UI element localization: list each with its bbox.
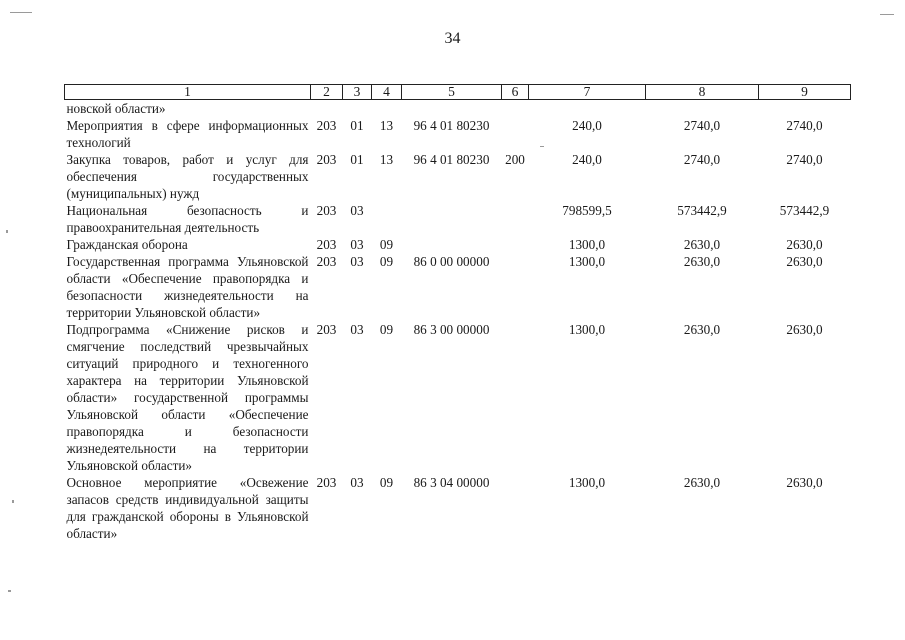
table-row <box>65 100 851 118</box>
cell-amount-col8: 573442,9 <box>677 203 727 218</box>
cell-amount-col9 <box>759 100 851 118</box>
cell-amount-col7: 798599,5 <box>562 203 612 218</box>
cell-subsection: 09 <box>379 475 394 490</box>
cell-expense-type <box>502 100 529 118</box>
cell-section: 01 <box>350 118 364 133</box>
cell-section: 03 <box>350 254 364 269</box>
cell-expense-type <box>502 202 529 236</box>
cell-ministry-code: 203 <box>316 322 337 337</box>
scan-speck <box>540 146 544 147</box>
cell-subsection: 13 <box>379 152 394 167</box>
cell-amount-col9: 2630,0 <box>786 475 823 490</box>
cell-subsection: 13 <box>379 118 394 133</box>
table-row <box>65 321 851 474</box>
cell-amount-col7: 1300,0 <box>568 322 606 337</box>
cell-amount-col9: 2630,0 <box>786 254 823 269</box>
cell-amount-col7 <box>529 100 646 118</box>
cell-section: 03 <box>350 203 364 218</box>
cell-amount-col8: 2630,0 <box>683 237 721 252</box>
page-number: 34 <box>444 30 461 47</box>
scan-speck <box>880 14 894 15</box>
cell-amount-col8: 2630,0 <box>683 254 721 269</box>
table-row <box>65 253 851 321</box>
column-header-6: 6 <box>502 85 529 100</box>
table-row <box>65 474 851 542</box>
table-row <box>65 117 851 151</box>
cell-target-article: 96 4 01 80230 <box>413 118 490 133</box>
cell-target-article: 96 4 01 80230 <box>413 152 490 167</box>
cell-amount-col7: 240,0 <box>572 152 602 167</box>
cell-amount-col8 <box>646 100 759 118</box>
cell-expense-type <box>502 474 529 542</box>
table-row <box>65 236 851 253</box>
table-row <box>65 151 851 202</box>
cell-subsection: 09 <box>379 322 394 337</box>
cell-amount-col9: 2630,0 <box>786 322 823 337</box>
row-name: новской области» <box>66 101 166 116</box>
column-header-5: 5 <box>402 85 502 100</box>
cell-expense-type <box>502 253 529 321</box>
row-name: Закупка товаров, работ и услуг для обеспечения государственных (муниципальных) нужд <box>66 152 309 201</box>
row-name: Государственная программа Ульяновской области «Обеспечение правопорядка и безопасности жизнедеятельности на территории Ульяновской области» <box>66 254 309 320</box>
column-header-8: 8 <box>646 85 759 100</box>
row-name: Национальная безопасность и правоохранительная деятельность <box>66 203 309 235</box>
cell-ministry-code <box>311 100 343 118</box>
cell-target-article: 86 0 00 00000 <box>413 254 490 269</box>
cell-amount-col8: 2740,0 <box>683 152 721 167</box>
cell-amount-col7: 1300,0 <box>568 475 606 490</box>
table-row <box>65 202 851 236</box>
budget-table <box>64 84 851 542</box>
cell-section: 03 <box>350 475 364 490</box>
column-header-7: 7 <box>529 85 646 100</box>
cell-section <box>343 100 372 118</box>
cell-amount-col9: 2740,0 <box>786 118 823 133</box>
cell-amount-col7: 240,0 <box>572 118 602 133</box>
cell-expense-type <box>502 321 529 474</box>
column-header-9: 9 <box>759 85 851 100</box>
cell-amount-col8: 2630,0 <box>683 322 721 337</box>
cell-section: 03 <box>350 237 364 252</box>
column-header-4: 4 <box>372 85 402 100</box>
cell-subsection: 09 <box>379 237 394 252</box>
cell-ministry-code: 203 <box>316 118 337 133</box>
cell-amount-col9: 2630,0 <box>786 237 823 252</box>
scan-speck <box>10 12 32 13</box>
scan-speck <box>8 590 11 592</box>
cell-subsection <box>372 100 402 118</box>
cell-ministry-code: 203 <box>316 152 337 167</box>
row-name: Мероприятия в сфере информационных технологий <box>66 118 309 150</box>
cell-section: 03 <box>350 322 364 337</box>
cell-ministry-code: 203 <box>316 203 337 218</box>
cell-amount-col9: 573442,9 <box>779 203 830 218</box>
cell-amount-col8: 2740,0 <box>683 118 721 133</box>
cell-ministry-code: 203 <box>316 237 337 252</box>
cell-target-article <box>402 202 502 236</box>
cell-expense-type: 200 <box>505 152 525 167</box>
cell-target-article: 86 3 00 00000 <box>413 322 490 337</box>
cell-expense-type <box>502 117 529 151</box>
cell-amount-col7: 1300,0 <box>568 237 606 252</box>
cell-ministry-code: 203 <box>316 475 337 490</box>
cell-subsection: 09 <box>379 254 394 269</box>
cell-target-article <box>402 236 502 253</box>
scan-speck <box>6 230 8 233</box>
row-name: Основное мероприятие «Освежение запасов средств индивидуальной защиты для гражданской обороны в Ульяновской области» <box>66 475 309 541</box>
row-name: Гражданская оборона <box>66 237 188 252</box>
column-header-3: 3 <box>343 85 372 100</box>
cell-amount-col7: 1300,0 <box>568 254 606 269</box>
cell-ministry-code: 203 <box>316 254 337 269</box>
row-name: Подпрограмма «Снижение рисков и смягчение последствий чрезвычайных ситуаций природного и техногенного характера на территории Ульяновской области» государственной программы Ульяновской области «Обеспечение правопорядка и безопасности жизнедеятельности на территории Ульяновской области» <box>66 322 309 473</box>
cell-amount-col8: 2630,0 <box>683 475 721 490</box>
table-header-row <box>65 85 851 100</box>
cell-amount-col9: 2740,0 <box>786 152 823 167</box>
scan-speck <box>12 500 14 503</box>
cell-expense-type <box>502 236 529 253</box>
cell-target-article <box>402 100 502 118</box>
cell-subsection <box>372 202 402 236</box>
cell-section: 01 <box>350 152 364 167</box>
cell-target-article: 86 3 04 00000 <box>413 475 490 490</box>
column-header-2: 2 <box>311 85 343 100</box>
column-header-1: 1 <box>65 85 311 100</box>
